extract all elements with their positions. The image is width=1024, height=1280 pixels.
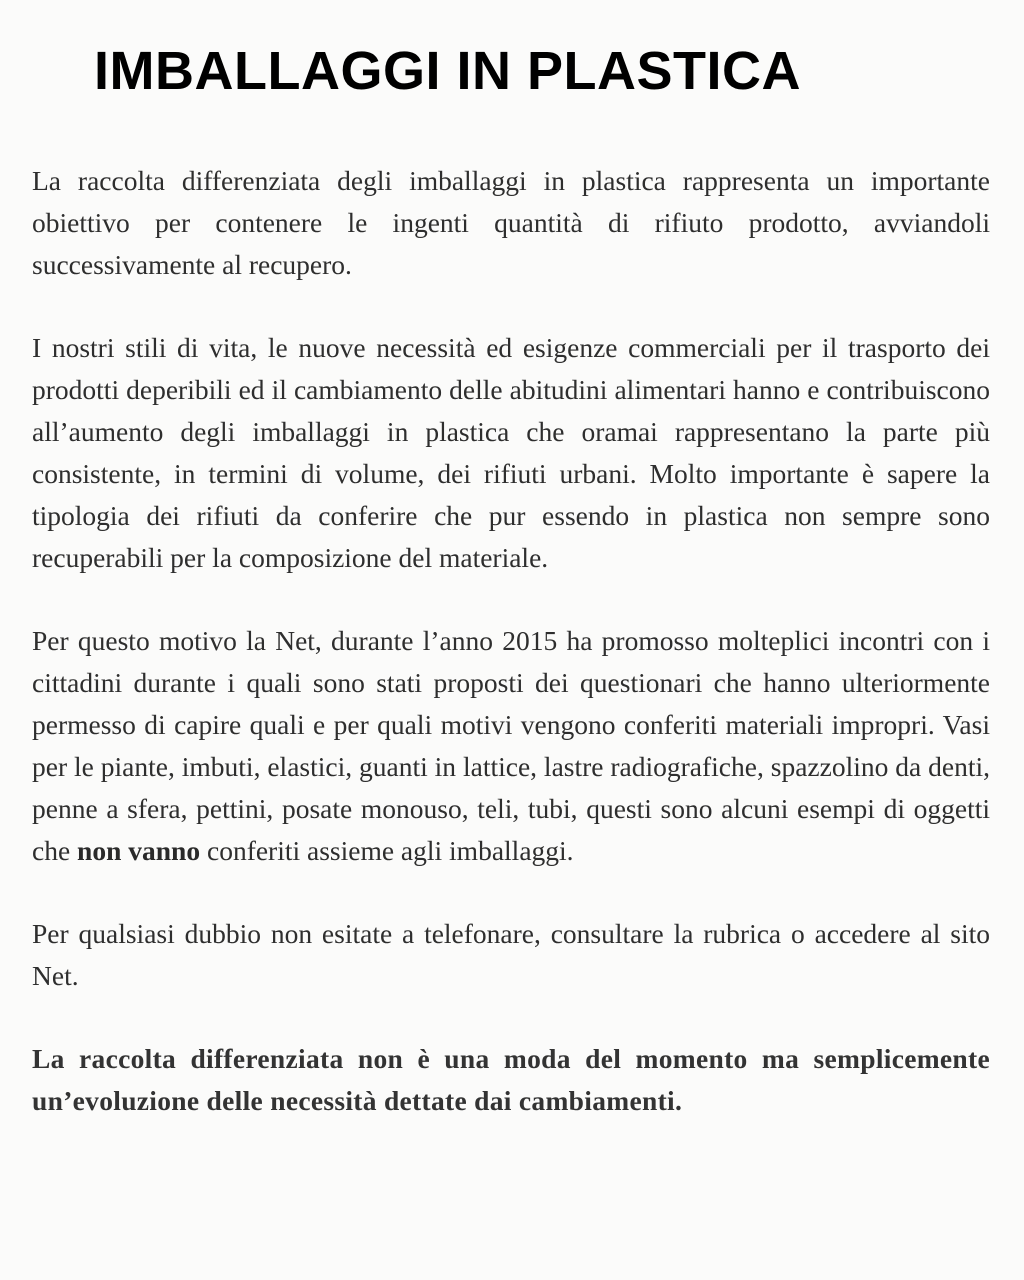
paragraph-net-initiative-text: Per questo motivo la Net, durante l’anno 2015 ha promosso molteplici incontri con i cittadini durante i quali sono stati proposti dei questionari che hanno ulteriormente permesso di capire quali e per quali motivi vengono conferiti materiali impropri. Vasi per le piante, imbuti, elastici, guanti in lattice, lastre radiografiche, spazzolino da denti, penne a sfera, pettini, posate monouso, teli, tubi, questi sono alcuni esempi di oggetti che — [32, 625, 990, 866]
paragraph-lifestyle: I nostri stili di vita, le nuove necessità ed esigenze commerciali per il trasporto dei prodotti deperibili ed il cambiamento delle abitudini alimentari hanno e contribuiscono all’aumento degli imballaggi in plastica che oramai rappresentano la parte più consistente, in termini di volume, dei rifiuti urbani. Molto importante è sapere la tipologia dei rifiuti da conferire che pur essendo in plastica non sempre sono recuperabili per la composizione del materiale. — [32, 332, 990, 573]
paragraph-closing-statement: La raccolta differenziata non è una moda del momento ma semplicemente un’evoluzione delle necessità dettate dai cambiamenti. — [32, 1043, 990, 1116]
paragraph-contact: Per qualsiasi dubbio non esitate a telefonare, consultare la rubrica o accedere al sito Net. — [32, 918, 990, 991]
emphasis-non-vanno: non vanno — [77, 835, 201, 866]
document-body — [32, 160, 990, 1163]
paragraph-intro: La raccolta differenziata degli imballaggi in plastica rappresenta un importante obiettivo per contenere le ingenti quantità di rifiuto prodotto, avviandoli successivamente al recupero. — [32, 165, 990, 280]
paragraph-net-initiative — [32, 620, 990, 872]
page-title: IMBALLAGGI IN PLASTICA — [94, 41, 801, 101]
paragraph-net-initiative-end: conferiti assieme agli imballaggi. — [200, 835, 574, 866]
